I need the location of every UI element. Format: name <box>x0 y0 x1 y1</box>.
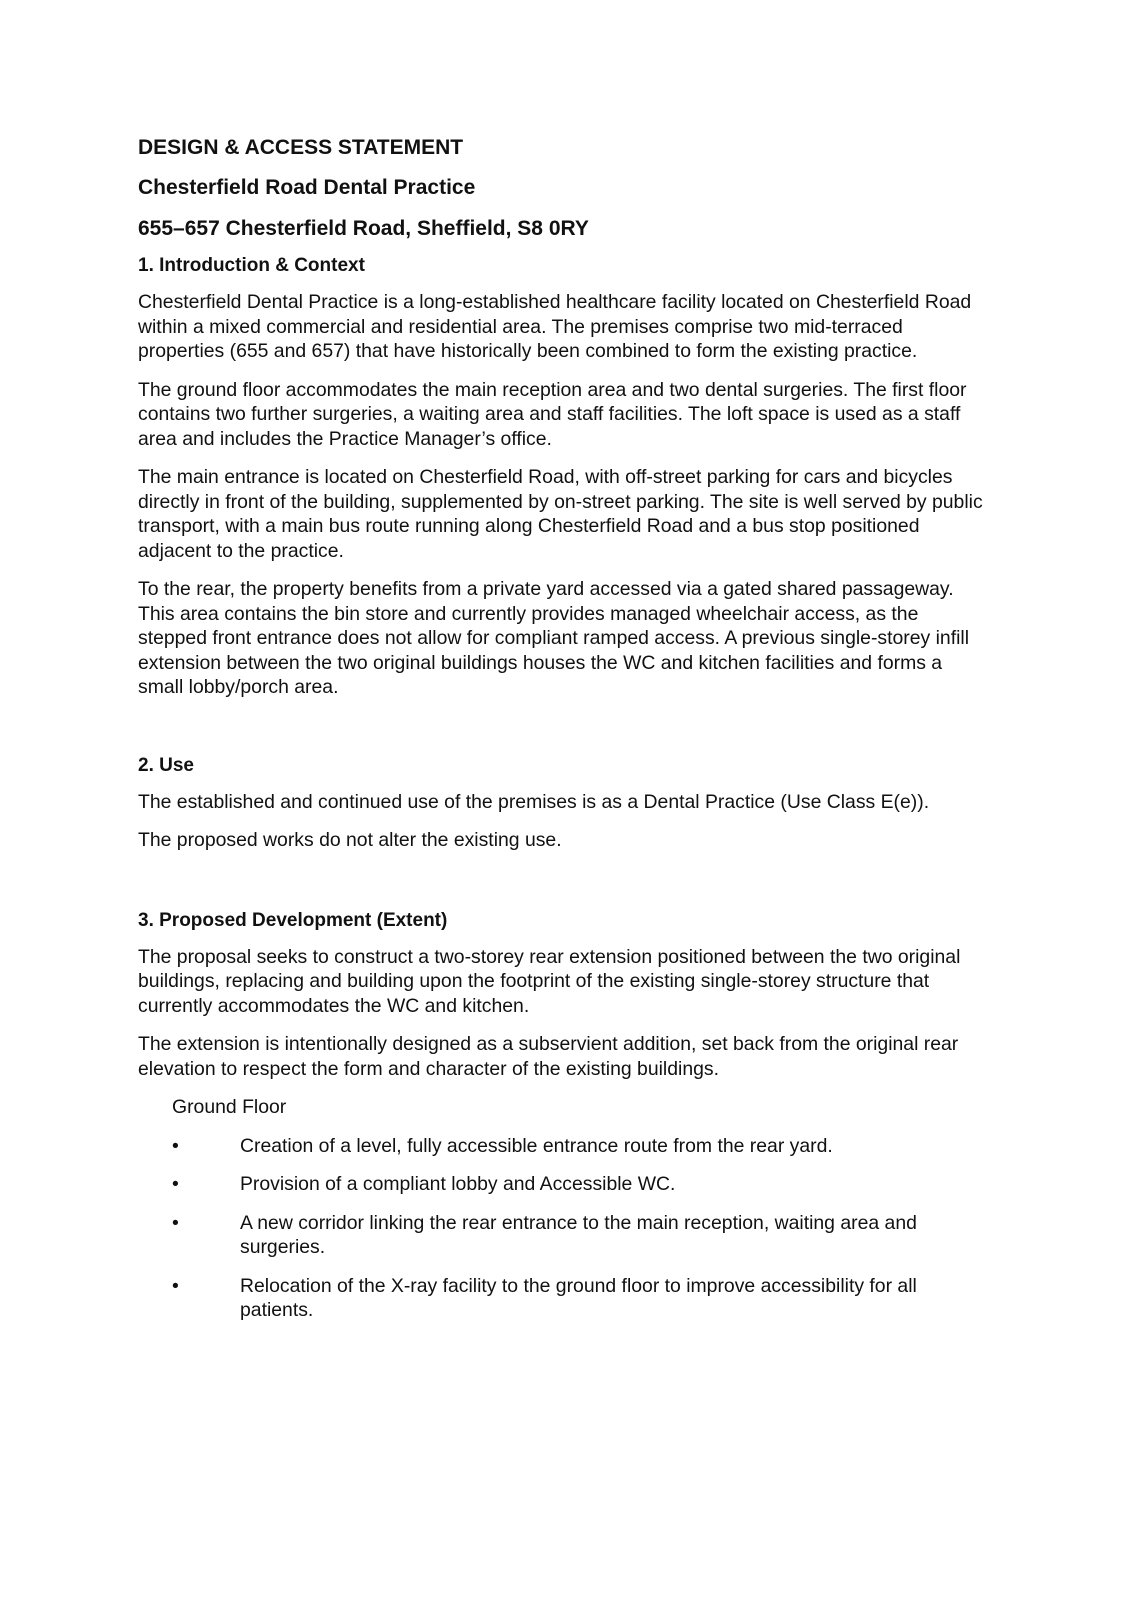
section-heading-proposed-development: 3. Proposed Development (Extent) <box>138 909 448 931</box>
bullet-icon: • <box>172 1274 179 1297</box>
bullet-icon: • <box>172 1173 179 1195</box>
list-item-text: Creation of a level, fully accessible entrance route from the rear yard. <box>240 1134 833 1157</box>
document-subtitle: Chesterfield Road Dental Practice <box>138 176 476 199</box>
document-address: 655–657 Chesterfield Road, Sheffield, S8 0RY <box>138 217 589 240</box>
paragraph: To the rear, the property benefits from a private yard accessed via a gated shared passageway. This area contains the bin store and currently provides managed wheelchair access, as the stepped front entrance does not allow for compliant ramped access. A previous single‑storey infill extension between the two original buildings houses the WC and kitchen facilities and forms a small lobby/porch area. <box>138 578 970 698</box>
paragraph: The established and continued use of the premises is as a Dental Practice (Use Class E(e)). <box>138 790 930 813</box>
bullet-icon: • <box>172 1134 179 1157</box>
list-item <box>138 1274 991 1323</box>
section-heading-use: 2. Use <box>138 754 194 776</box>
document-title: DESIGN & ACCESS STATEMENT <box>138 136 464 159</box>
paragraph: The extension is intentionally designed as a subservient addition, set back from the original rear elevation to respect the form and character of the existing buildings. <box>138 1033 959 1080</box>
paragraph: The proposed works do not alter the existing use. <box>138 829 562 851</box>
section-spacer <box>138 867 991 909</box>
section-heading-introduction: 1. Introduction & Context <box>138 255 365 276</box>
paragraph: The proposal seeks to construct a two-storey rear extension positioned between the two original buildings, replacing and building upon the footprint of the existing single-storey structure that currently accommodates the WC and kitchen. <box>138 945 961 1017</box>
list-item-text: Provision of a compliant lobby and Accessible WC. <box>240 1173 676 1195</box>
bullet-list <box>138 1134 991 1323</box>
list-item <box>138 1172 991 1197</box>
paragraph: The main entrance is located on Chesterfield Road, with off-street parking for cars and bicycles directly in front of the building, supplemented by on-street parking. The site is well served by public transport, with a main bus route running along Chesterfield Road and a bus stop positioned adjacent to the practice. <box>138 466 983 562</box>
bullet-icon: • <box>172 1211 179 1234</box>
subheading-ground-floor: Ground Floor <box>172 1096 287 1118</box>
section-spacer <box>138 714 991 754</box>
list-item <box>138 1211 991 1260</box>
list-item <box>138 1134 991 1159</box>
list-item-text: A new corridor linking the rear entrance to the main reception, waiting area and surgeries. <box>240 1211 917 1258</box>
list-item-text: Relocation of the X-ray facility to the ground floor to improve accessibility for all patients. <box>240 1274 917 1321</box>
paragraph: The ground floor accommodates the main reception area and two dental surgeries. The first floor contains two further surgeries, a waiting area and staff facilities. The loft space is used as a staff area and includes the Practice Manager’s office. <box>138 378 967 450</box>
paragraph: Chesterfield Dental Practice is a long-established healthcare facility located on Chesterfield Road within a mixed commercial and residential area. The premises comprise two mid-terraced properties (655 and 657) that have historically been combined to form the existing practice. <box>138 291 972 362</box>
